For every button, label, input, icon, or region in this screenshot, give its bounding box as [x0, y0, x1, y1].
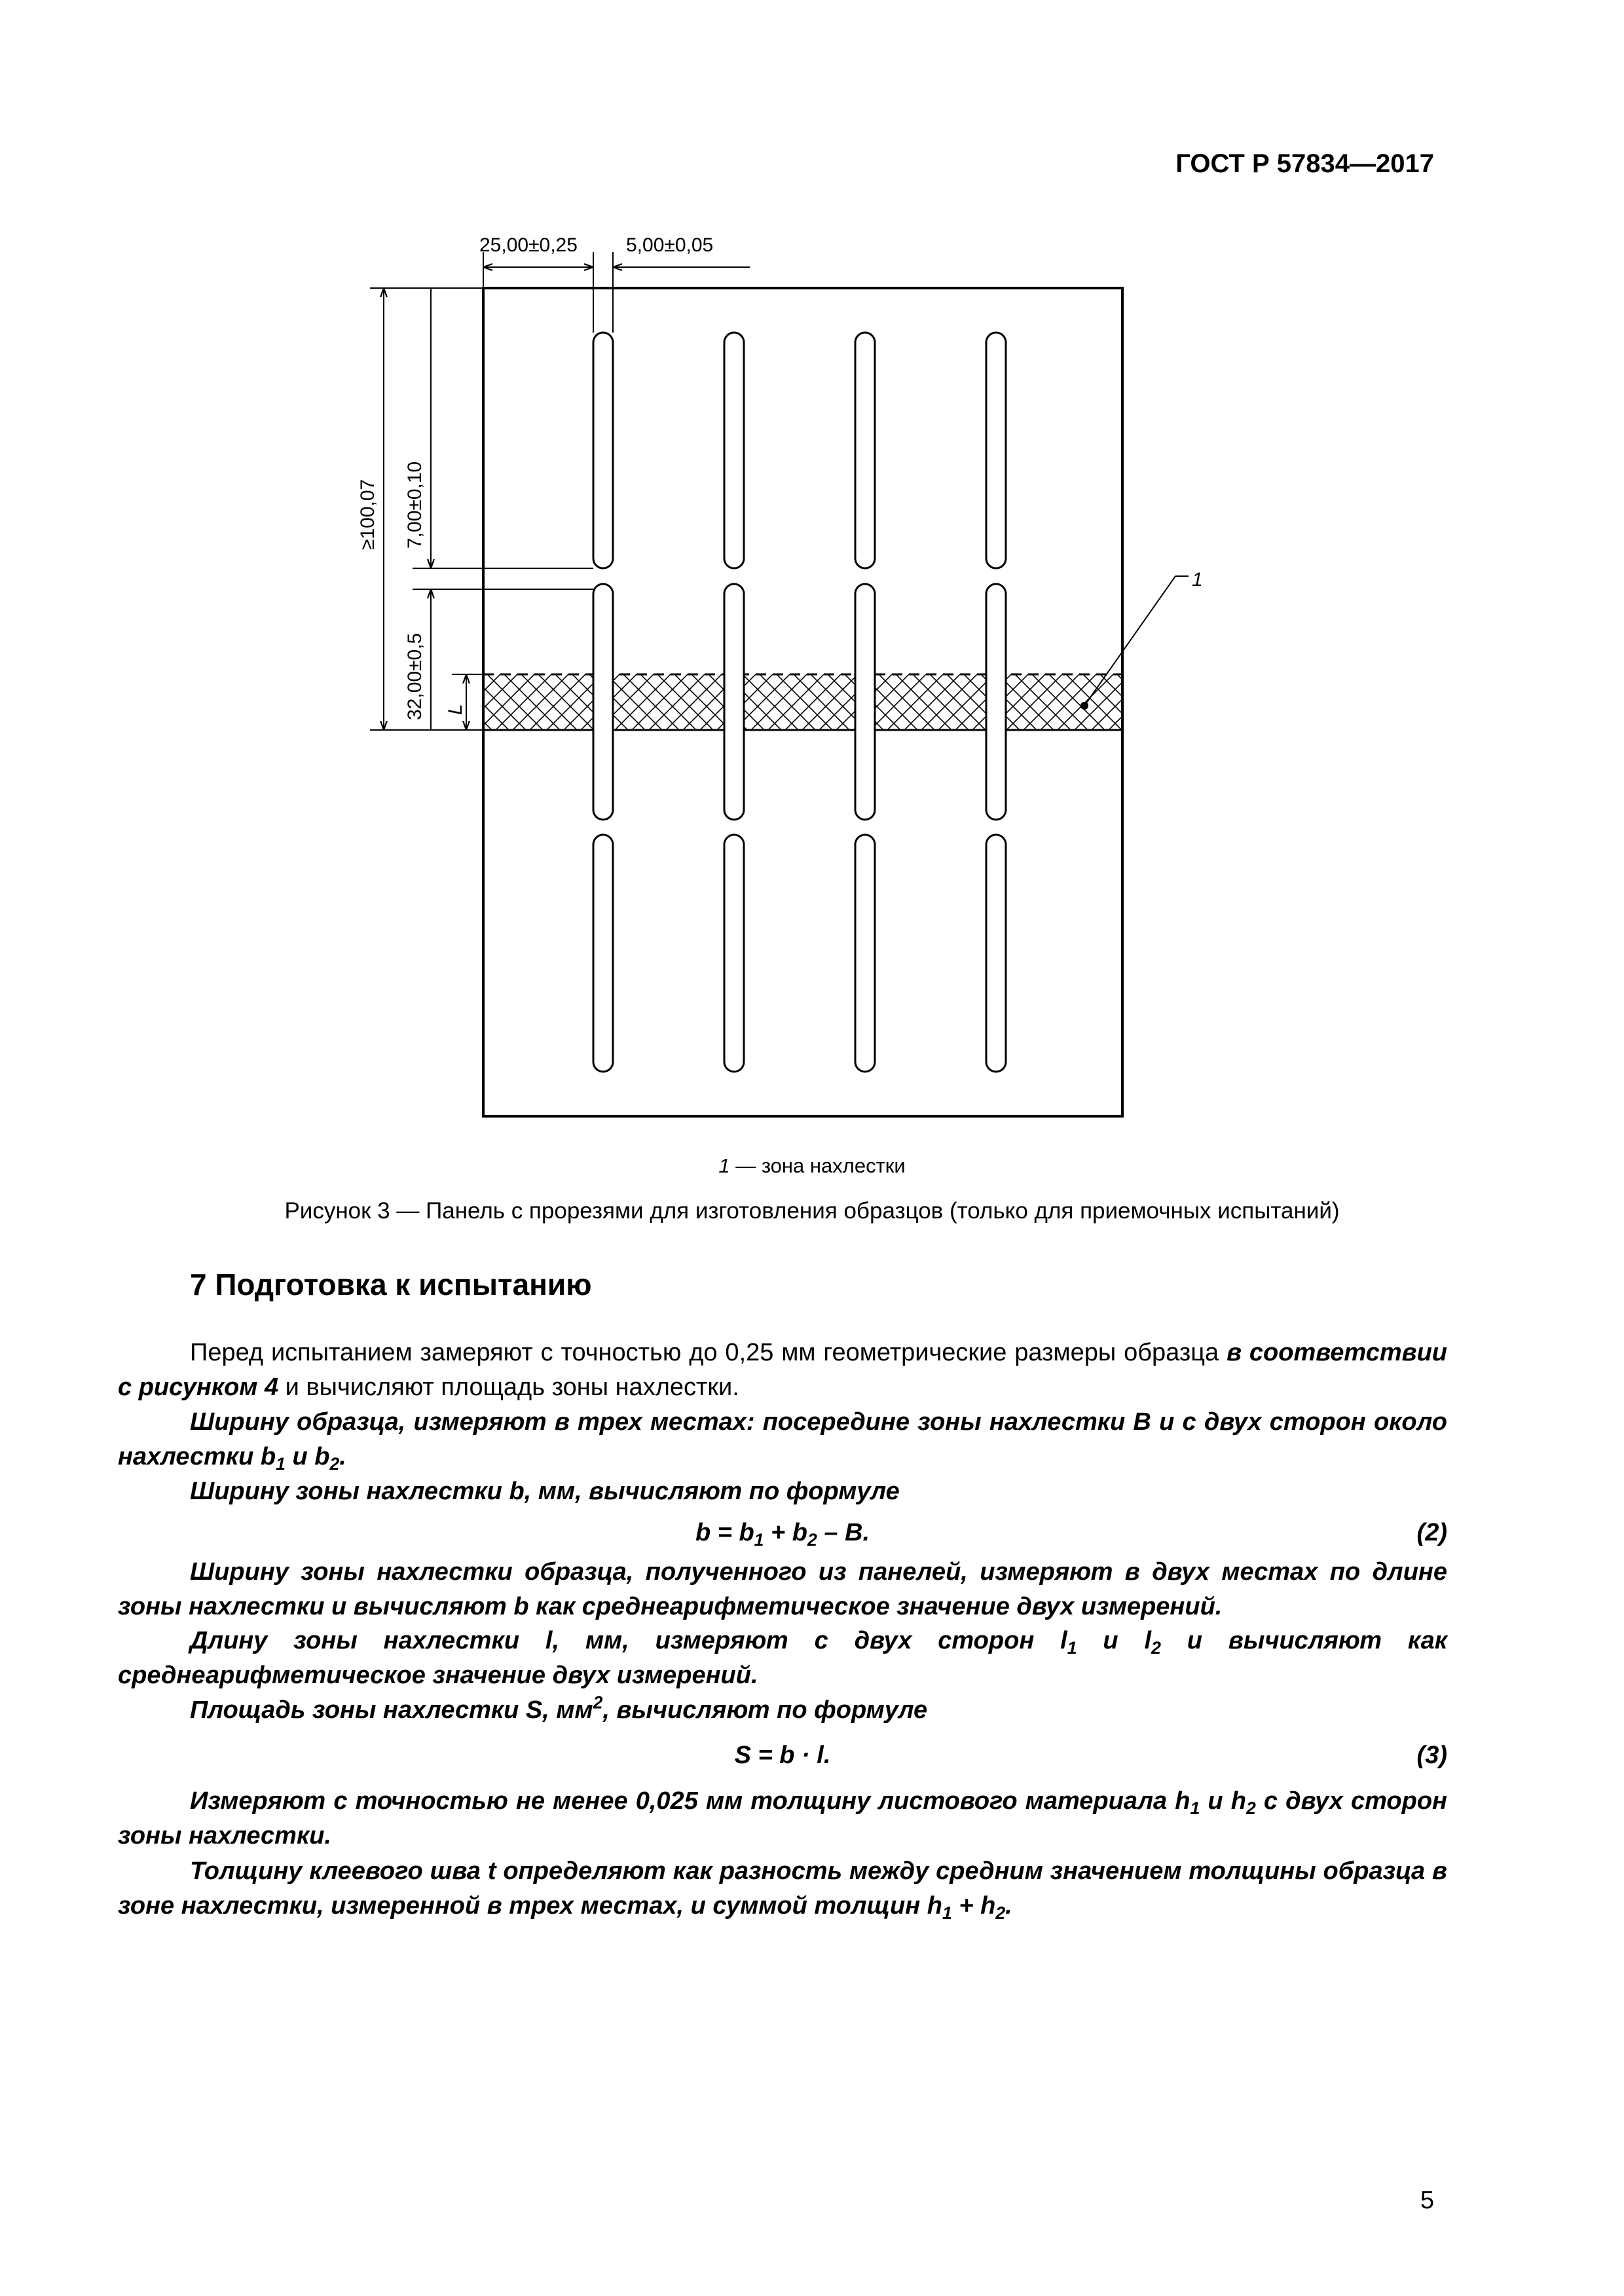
paragraph-5	[118, 1624, 1447, 1693]
p1-text-b: в соответствии с рисунком 4	[118, 1339, 1447, 1401]
slot	[986, 835, 1006, 1072]
p6-sup: 2	[593, 1692, 603, 1713]
p6-text-b: , вычисляют по формуле	[602, 1696, 928, 1724]
p2-text-c: .	[339, 1443, 346, 1470]
p8-text-a: Толщину клеевого шва t определяют как разность между средним значением толщины образца в зоне нахлестки, измеренной в трех местах, и суммой толщин h	[118, 1857, 1447, 1920]
dim-lower: 32,00±0,5	[404, 632, 426, 720]
paragraph-7	[118, 1784, 1447, 1853]
slot	[986, 584, 1006, 820]
callout-leader	[1084, 576, 1175, 706]
paragraph-2	[118, 1405, 1447, 1474]
f2-text-c: – B.	[817, 1519, 870, 1546]
top-dimension-lines	[483, 252, 750, 333]
paragraph-8	[118, 1854, 1447, 1923]
dim-top-left: 25,00±0,25	[479, 234, 578, 256]
p8-sub-1: 1	[942, 1903, 952, 1923]
slot	[724, 835, 744, 1072]
figure-legend	[0, 1154, 1624, 1178]
lap-zone	[483, 674, 1122, 730]
slot	[593, 333, 613, 568]
p5-text-a: Длину зоны нахлестки l, мм, измеряют с двух сторон l	[190, 1627, 1067, 1654]
callout-dot	[1080, 702, 1088, 710]
p8-sub-2: 2	[995, 1903, 1006, 1923]
p6-text-a: Площадь зоны нахлестки S, мм	[190, 1696, 593, 1724]
legend-number: 1	[718, 1154, 730, 1177]
paragraph-6	[118, 1693, 1447, 1728]
p1-text-a: Перед испытанием замеряют с точностью до 0,25 мм геометрические размеры образца	[190, 1339, 1227, 1366]
dim-overall: ≥100,07	[357, 479, 378, 550]
p2-text-b: и b	[285, 1443, 330, 1470]
p7-text-c: с двух сторон зоны нахлестки.	[118, 1787, 1447, 1850]
formula-3-expression: S = b · l.	[734, 1741, 831, 1769]
figure-caption: Рисунок 3 — Панель с прорезями для изготовления образцов (только для приемочных испытаний)	[284, 1198, 1340, 1224]
slot	[724, 584, 744, 820]
p7-sub-2: 2	[1246, 1798, 1256, 1818]
document-code: ГОСТ Р 57834—2017	[1175, 149, 1434, 178]
slot	[593, 835, 613, 1072]
f2-text-a: b = b	[695, 1519, 754, 1546]
f2-sub-2: 2	[807, 1529, 817, 1550]
p7-sub-1: 1	[1190, 1798, 1200, 1818]
f2-sub-1: 1	[754, 1529, 764, 1550]
callout-number: 1	[1192, 569, 1203, 591]
dim-top-right: 5,00±0,05	[626, 234, 714, 256]
dim-gap: 7,00±0,10	[404, 461, 426, 549]
p2-sub-2: 2	[329, 1453, 340, 1474]
f2-text-b: + b	[764, 1519, 807, 1546]
p2-sub-1: 1	[276, 1453, 286, 1474]
legend-text: — зона нахлестки	[735, 1154, 906, 1177]
slot	[855, 333, 875, 568]
p5-sub-2: 2	[1151, 1637, 1161, 1658]
slot	[855, 835, 875, 1072]
p5-text-c: и вычисляют как среднеарифметическое значение двух измерений.	[118, 1627, 1448, 1689]
paragraph-1	[118, 1336, 1447, 1405]
paragraph-3: Ширину зоны нахлестки b, мм, вычисляют по формуле	[190, 1478, 900, 1505]
page-number: 5	[1420, 2187, 1434, 2214]
formula-2-expression	[118, 1519, 1447, 1550]
p8-text-c: .	[1005, 1892, 1012, 1920]
formula-2-number: (2)	[1416, 1519, 1447, 1546]
p2-text-a: Ширину образца, измеряют в трех местах: посередине зоны нахлестки B и с двух сторон около нахлестки b	[118, 1408, 1447, 1470]
p1-text-c: и вычисляют площадь зоны нахлестки.	[278, 1374, 739, 1401]
p8-text-b: + h	[951, 1892, 996, 1920]
p5-sub-1: 1	[1067, 1637, 1077, 1658]
slot	[855, 584, 875, 820]
slot	[724, 333, 744, 568]
p5-text-b: и l	[1077, 1627, 1152, 1654]
formula-3-number: (3)	[1416, 1741, 1447, 1769]
slot	[986, 333, 1006, 568]
p7-text-b: и h	[1200, 1787, 1246, 1815]
dim-l: L	[445, 704, 466, 715]
p7-text-a: Измеряют с точностью не менее 0,025 мм толщину листового материала h	[190, 1787, 1190, 1815]
section-title: 7 Подготовка к испытанию	[190, 1267, 592, 1302]
paragraph-4: Ширину зоны нахлестки образца, полученного из панелей, измеряют в двух местах по длине зоны нахлестки и вычисляют b как среднеарифметическое значение двух измерений.	[118, 1558, 1447, 1620]
slot	[593, 584, 613, 820]
